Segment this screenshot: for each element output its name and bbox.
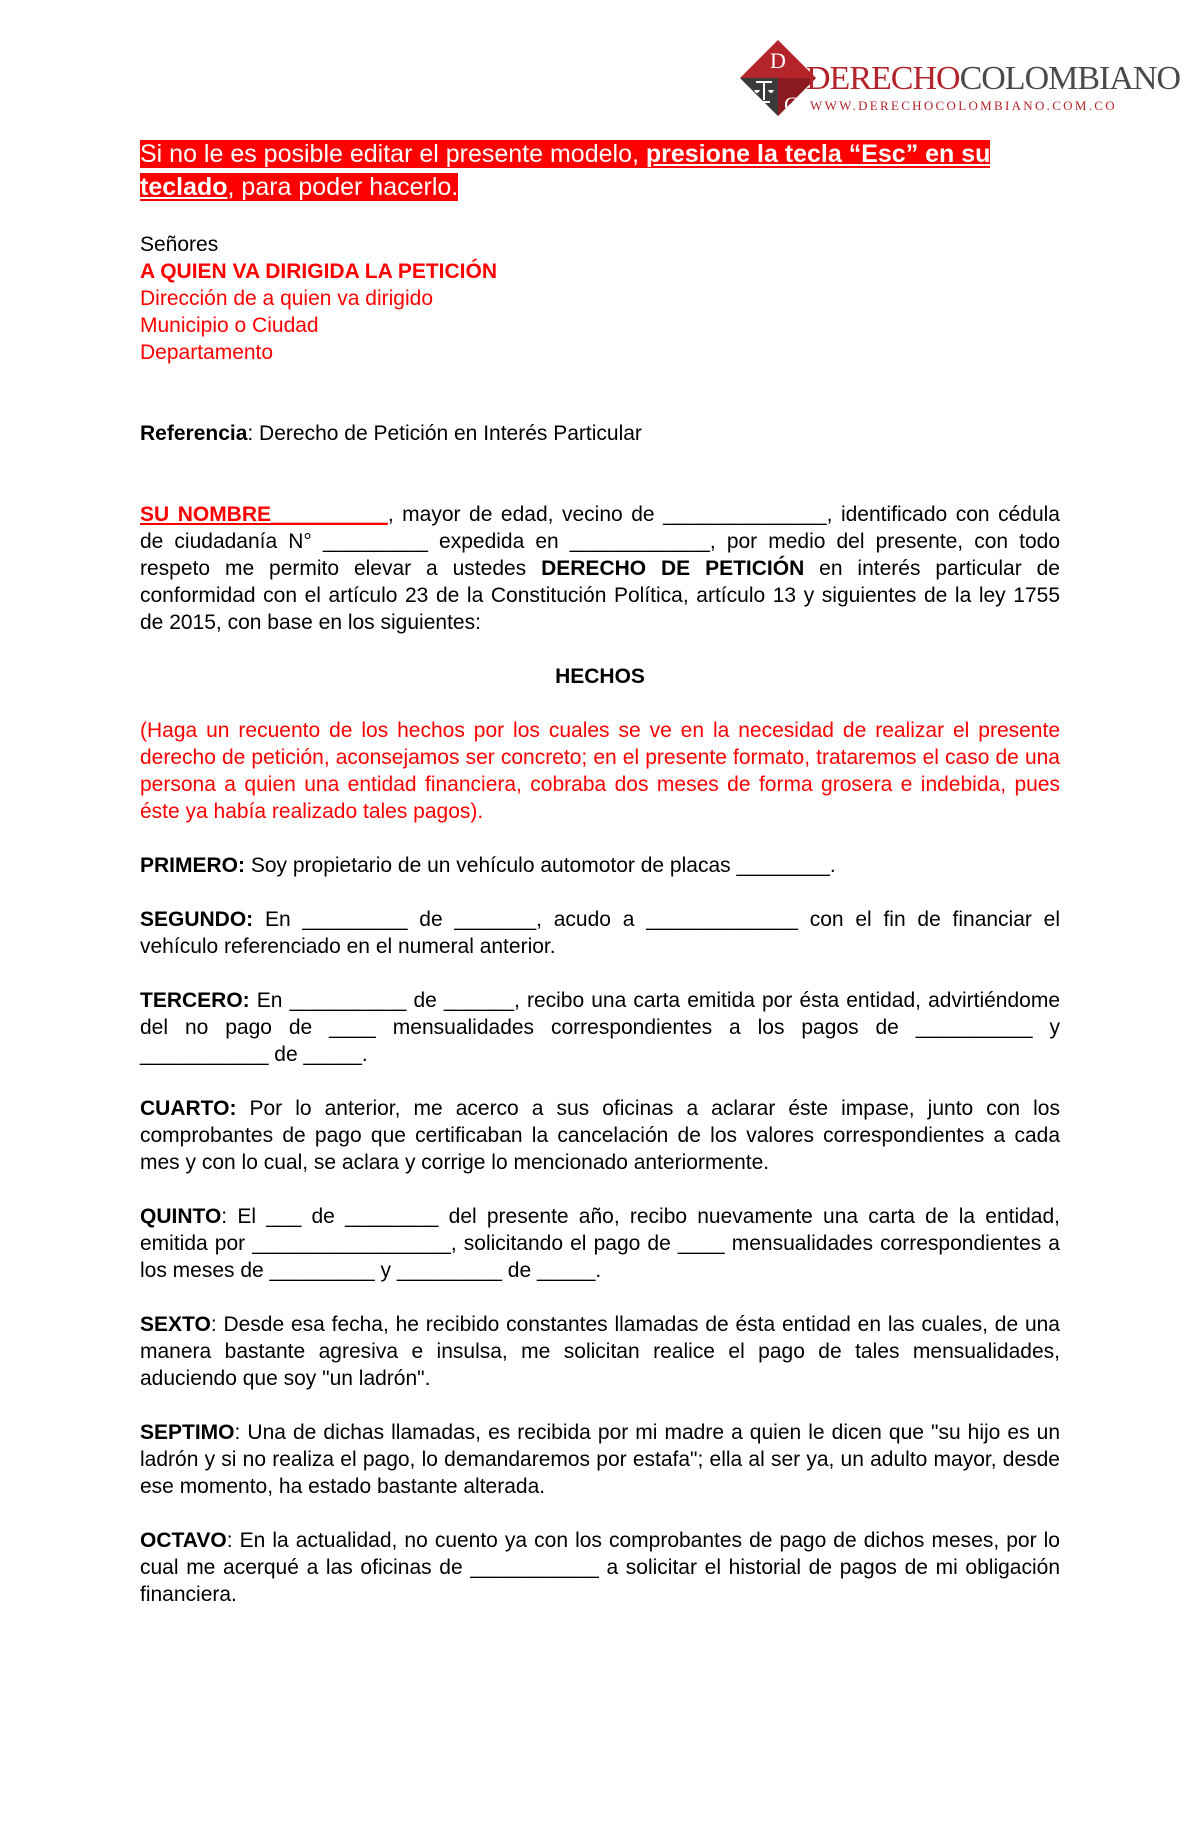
fact-label: PRIMERO:: [140, 854, 245, 877]
fact-tercero: [140, 987, 1060, 1068]
fact-octavo: [140, 1527, 1060, 1608]
reference-text: : Derecho de Petición en Interés Particular: [247, 422, 642, 445]
recipient-name: A QUIEN VA DIRIGIDA LA PETICIÓN: [140, 260, 498, 283]
intro-part1: , mayor de edad, vecino de ______________, identificado con cédula de ciudadanía N° _________ expedida en ____________, por medio del presente, con todo respeto me permito elevar a ustedes: [140, 503, 1060, 580]
fact-text: Por lo anterior, me acerco a sus oficinas a aclarar éste impase, junto con los comprobantes de pago que certificaban la cancelación de los valores correspondientes a cada mes y con lo cual, se aclara y corrige lo mencionado anteriormente.: [140, 1097, 1060, 1174]
edit-notice: [140, 138, 1060, 204]
letter-body: [140, 138, 1060, 1608]
fact-label: SEGUNDO:: [140, 908, 254, 931]
reference-label: Referencia: [140, 422, 248, 445]
logo-url: WWW.DERECHOCOLOMBIANO.COM.CO: [810, 98, 1117, 113]
fact-septimo: [140, 1419, 1060, 1500]
recipient-department: Departamento: [140, 341, 274, 364]
fact-label: OCTAVO: [140, 1529, 227, 1552]
fact-text: En _________ de _______, acudo a _____________ con el fin de financiar el vehículo referenciado en el numeral anterior.: [140, 908, 1060, 958]
fact-text: En __________ de ______, recibo una carta emitida por ésta entidad, advirtiéndome del no pago de ____ mensualidades correspondientes a los pagos de __________ y ___________ de _____.: [140, 989, 1060, 1066]
fact-text: : Desde esa fecha, he recibido constantes llamadas de ésta entidad en las cuales, de una manera bastante agresiva e insulsa, me solicitan realice el pago de tales mensualidades, aduciendo que soy "un ladrón".: [140, 1313, 1060, 1390]
hechos-instruction: (Haga un recuento de los hechos por los cuales se ve en la necesidad de realizar el presente derecho de petición, aconsejamos ser concreto; en el presente formato, trataremos el caso de una persona a quien una entidad financiera, cobraba dos meses de forma grosera e indebida, pues éste ya había realizado tales pagos).: [140, 719, 1060, 823]
logo-letter-c: C: [784, 92, 799, 117]
logo-name-part1: DERECHO: [806, 60, 960, 97]
fact-label: SEPTIMO: [140, 1421, 235, 1444]
fact-label: TERCERO:: [140, 989, 250, 1012]
fact-text: Soy propietario de un vehículo automotor de placas ________.: [245, 854, 836, 877]
fact-label: QUINTO: [140, 1205, 222, 1228]
intro-part2: en interés particular de conformidad con el artículo 23 de la Constitución Política, artículo 13 y siguientes de la ley 1755 de 2015, con base en los siguientes:: [140, 557, 1060, 634]
notice-part3: , para poder hacerlo.: [227, 173, 459, 201]
fact-label: CUARTO:: [140, 1097, 237, 1120]
notice-part1: Si no le es posible editar el presente modelo,: [140, 140, 646, 168]
hechos-title: HECHOS: [555, 665, 645, 688]
fact-quinto: [140, 1203, 1060, 1284]
fact-primero: [140, 852, 1060, 879]
fact-cuarto: [140, 1095, 1060, 1176]
intro-name: SU NOMBRE__________: [140, 503, 388, 526]
intro-bold: DERECHO DE PETICIÓN: [541, 557, 805, 580]
logo-wordmark: [806, 60, 1180, 98]
derechocolombiano-logo: [738, 38, 1181, 133]
fact-text: : Una de dichas llamadas, es recibida por mi madre a quien le dicen que "su hijo es un ladrón y si no realiza el pago, lo demandaremos por estafa"; ella al ser ya, un adulto mayor, desde ese momento, ha estado bastante alterada.: [140, 1421, 1060, 1498]
logo-name-part2: COLOMBIANO: [959, 60, 1181, 97]
recipient-city: Municipio o Ciudad: [140, 314, 319, 337]
fact-text: : El ___ de ________ del presente año, recibo nuevamente una carta de la entidad, emitida por _________________, solicitando el pago de ____ mensualidades correspondientes a los meses de _________ y _________ de _____.: [140, 1205, 1060, 1282]
recipient-address: Dirección de a quien va dirigido: [140, 287, 434, 310]
notice-part2: presione la tecla “Esc” en su teclado: [140, 140, 991, 201]
fact-text: : En la actualidad, no cuento ya con los comprobantes de pago de dichos meses, por lo cual me acerqué a las oficinas de ___________ a solicitar el historial de pagos de mi obligación financiera.: [140, 1529, 1060, 1606]
fact-label: SEXTO: [140, 1313, 211, 1336]
intro-paragraph: [140, 501, 1060, 636]
fact-sexto: [140, 1311, 1060, 1392]
salutation: Señores: [140, 233, 219, 256]
fact-segundo: [140, 906, 1060, 960]
logo-letter-d: D: [770, 48, 786, 73]
reference-line: [140, 420, 1060, 447]
